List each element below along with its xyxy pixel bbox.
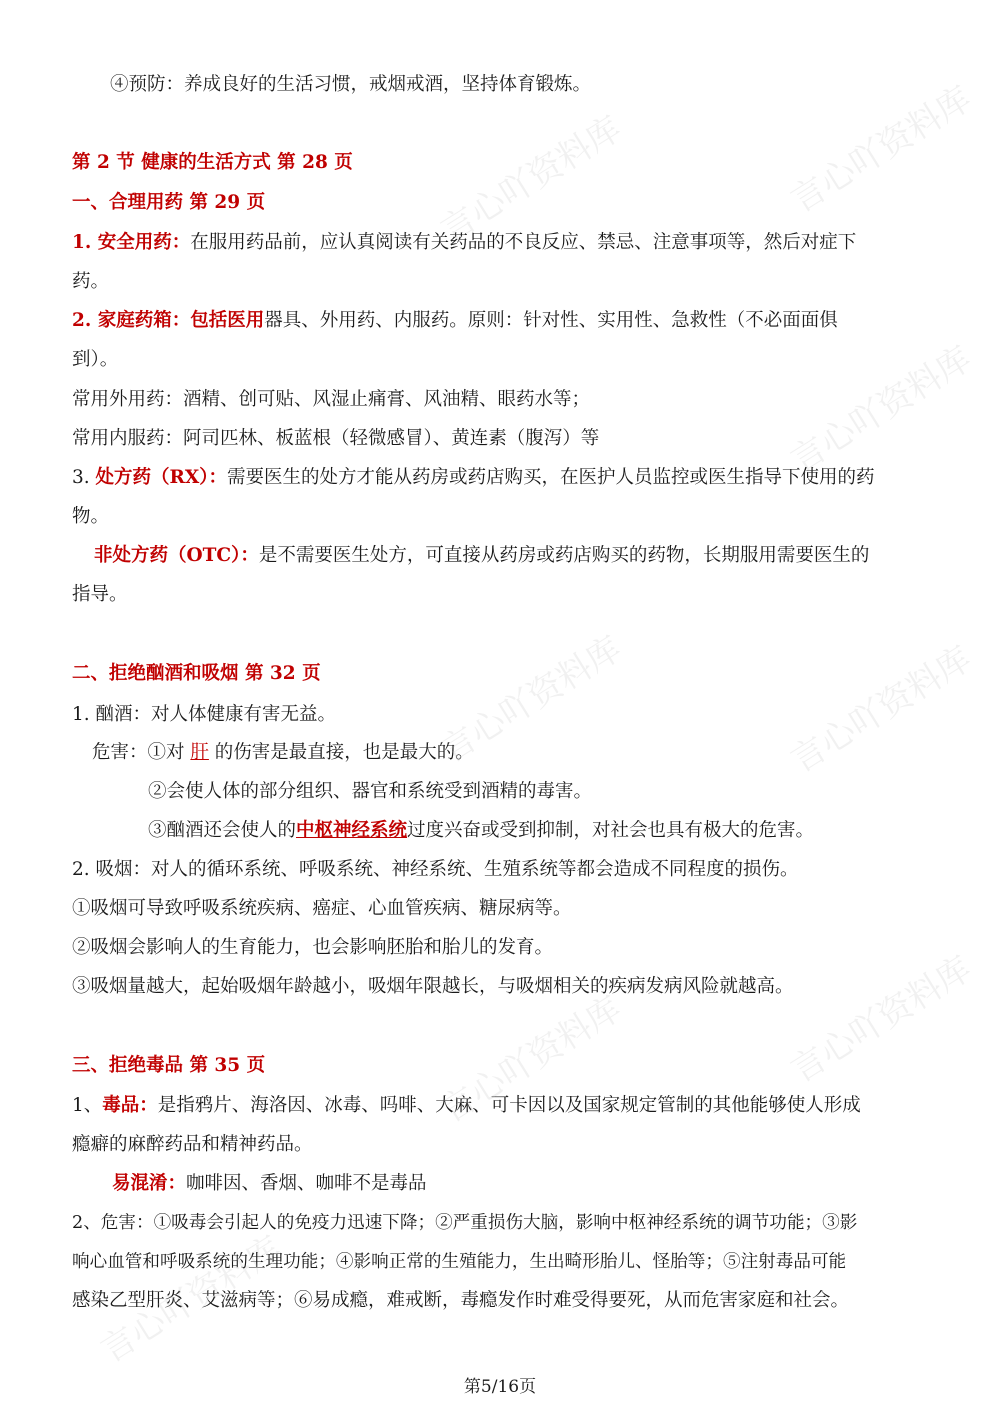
alcohol-harm-3	[148, 818, 1000, 844]
prevention-line: ④预防：养成良好的生活习惯，戒烟戒酒，坚持体育锻炼。	[110, 74, 592, 95]
home-medicine-kit-cont: 到）。	[72, 349, 119, 370]
prescription-text: 需要医生的处方才能从药房或药店购买，在医护人员监控或医生指导下使用的药	[227, 467, 875, 488]
harm-liver: 肝	[190, 742, 209, 763]
drug-harm-line-1: 2、危害：①吸毒会引起人的免疫力迅速下降；②严重损伤大脑，影响中枢神经系统的调节功能；③影	[72, 1213, 858, 1233]
harm3-end: 过度兴奋或受到抑制，对社会也具有极大的危害。	[407, 820, 815, 841]
smoking-line: 2. 吸烟：对人的循环系统、呼吸系统、神经系统、生殖系统等都会造成不同程度的损伤。	[72, 859, 799, 880]
harm-prefix: 危害：①对	[92, 742, 191, 763]
confusable-line	[112, 1171, 972, 1197]
drug-label: 毒品：	[102, 1095, 158, 1116]
drug-definition-cont: 瘾癖的麻醉药品和精神药品。	[72, 1134, 313, 1155]
otc-cont: 指导。	[72, 584, 128, 605]
harm3-start: ③酗酒还会使人的	[148, 820, 297, 841]
external-drugs-line: 常用外用药：酒精、创可贴、风湿止痛膏、风油精、眼药水等；	[72, 389, 591, 410]
section-2-heading: 第 2 节 健康的生活方式 第 28 页	[72, 152, 353, 173]
page-number: 第5/16页	[463, 1377, 537, 1397]
home-medicine-kit-text: 器具、外用药、内服药。原则：针对性、实用性、急救性（不必面面俱	[264, 310, 838, 331]
home-medicine-kit-label: 2. 家庭药箱：包括医用	[72, 310, 265, 331]
smoking-effect-2: ②吸烟会影响人的生育能力，也会影响胚胎和胎儿的发育。	[72, 937, 554, 958]
drug-harm-line-2: 响心血管和呼吸系统的生理功能；④影响正常的生殖能力，生出畸形胎儿、怪胎等；⑤注射毒品可能	[72, 1252, 847, 1272]
watermark: 言心吖资料库	[434, 628, 629, 771]
otc-line	[94, 543, 954, 569]
smoking-effect-1: ①吸烟可导致呼吸系统疾病、癌症、心血管疾病、糖尿病等。	[72, 898, 572, 919]
heading-refuse-drugs: 三、拒绝毒品 第 35 页	[72, 1055, 266, 1076]
confusable-text: 咖啡因、香烟、咖啡不是毒品	[186, 1173, 427, 1194]
internal-drugs-line: 常用内服药：阿司匹林、板蓝根（轻微感冒）、黄连素（腹泻）等	[72, 428, 600, 449]
watermark: 言心吖资料库	[784, 948, 979, 1091]
drug-text: 是指鸦片、海洛因、冰毒、吗啡、大麻、可卡因以及国家规定管制的其他能够使人形成	[157, 1095, 861, 1116]
watermark: 言心吖资料库	[94, 1228, 289, 1371]
safe-medication-text: 在服用药品前，应认真阅读有关药品的不良反应、禁忌、注意事项等，然后对症下	[190, 232, 857, 253]
drug-definition-line	[72, 1093, 932, 1119]
safe-medication-line	[72, 230, 932, 256]
safe-medication-label: 1. 安全用药：	[72, 232, 191, 253]
heading-rational-medication: 一、合理用药 第 29 页	[72, 192, 266, 213]
harm-suffix: 的伤害是最直接，也是最大的。	[208, 742, 474, 763]
prescription-line	[72, 465, 932, 491]
watermark: 言心吖资料库	[784, 638, 979, 781]
drug-harm-line-3: 感染乙型肝炎、艾滋病等；⑥易成瘾，难戒断，毒瘾发作时难受得要死，从而危害家庭和社会。	[72, 1290, 850, 1311]
home-medicine-kit-line	[72, 308, 932, 334]
watermark: 言心吖资料库	[434, 108, 629, 251]
confusable-label: 易混淆：	[112, 1173, 187, 1194]
alcohol-harm-2: ②会使人体的部分组织、器官和系统受到酒精的毒害。	[148, 781, 593, 802]
otc-label: 非处方药（OTC）：	[94, 545, 259, 566]
otc-text: 是不需要医生处方，可直接从药房或药店购买的药物，长期服用需要医生的	[258, 545, 870, 566]
prescription-label: 处方药（RX）：	[95, 467, 228, 488]
alcohol-line: 1. 酗酒：对人体健康有害无益。	[72, 704, 337, 725]
safe-medication-cont: 药。	[72, 271, 110, 292]
watermark: 言心吖资料库	[434, 988, 629, 1131]
watermark: 言心吖资料库	[784, 78, 979, 221]
harm3-cns: 中枢神经系统	[296, 820, 408, 841]
smoking-effect-3: ③吸烟量越大，起始吸烟年龄越小，吸烟年限越长，与吸烟相关的疾病发病风险就越高。	[72, 976, 794, 997]
watermark: 言心吖资料库	[784, 338, 979, 481]
drug-number: 1、	[72, 1095, 103, 1116]
prescription-cont: 物。	[72, 506, 110, 527]
heading-refuse-alcohol-smoking: 二、拒绝酗酒和吸烟 第 32 页	[72, 663, 321, 684]
prescription-number: 3.	[72, 467, 96, 488]
alcohol-harm-1	[92, 740, 952, 766]
